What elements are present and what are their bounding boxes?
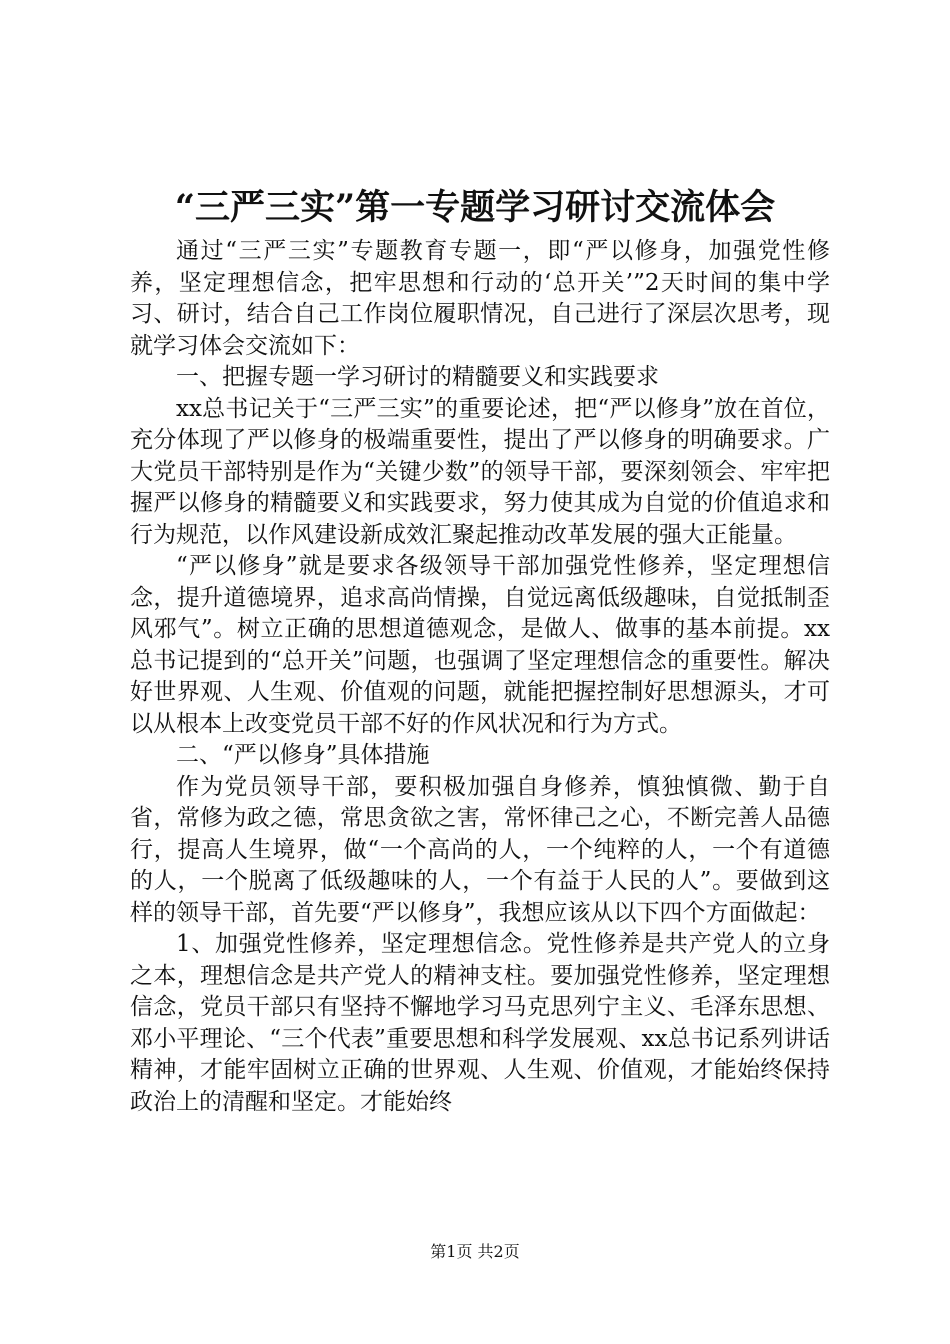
paragraph-2: “严以修身”就是要求各级领导干部加强党性修养，坚定理想信念，提升道德境界，追求高尚情操，自觉远离低级趣味，自觉抵制歪风邪气”。树立正确的思想道德观念，是做人、做事的基本前提。xx总书记提到的“总开关”问题，也强调了坚定理想信念的重要性。解决好世界观、人生观、价值观的问题，就能把握控制好思想源头，才可以从根本上改变党员干部不好的作风状况和行为方式。 <box>130 553 830 737</box>
document-title: “三严三实”第一专题学习研讨交流体会 <box>174 187 776 228</box>
document-body <box>130 236 830 1118</box>
page-number: 第1页 共2页 <box>430 1242 520 1261</box>
paragraph-4: 1、加强党性修养，坚定理想信念。党性修养是共产党人的立身之本，理想信念是共产党人的精神支柱。要加强党性修养，坚定理想信念，党员干部只有坚持不懈地学习马克思列宁主义、毛泽东思想、邓小平理论、“三个代表”重要思想和科学发展观、xx总书记系列讲话精神，才能牢固树立正确的世界观、人生观、价值观，才能始终保持政治上的清醒和坚定。才能始终 <box>130 931 830 1115</box>
section-heading-2: 二、“严以修身”具体措施 <box>176 742 430 768</box>
paragraph-intro: 通过“三严三实”专题教育专题一，即“严以修身，加强党性修养，坚定理想信念，把牢思想和行动的‘总开关’”2天时间的集中学习、研讨，结合自己工作岗位履职情况，自己进行了深层次思考，现就学习体会交流如下： <box>130 238 830 359</box>
section-heading-1: 一、把握专题一学习研讨的精髓要义和实践要求 <box>176 364 659 390</box>
paragraph-3: 作为党员领导干部，要积极加强自身修养，慎独慎微、勤于自省，常修为政之德，常思贪欲之害，常怀律己之心，不断完善人品德行，提高人生境界，做“一个高尚的人，一个纯粹的人，一个有道德的人，一个脱离了低级趣味的人，一个有益于人民的人”。要做到这样的领导干部，首先要“严以修身”，我想应该从以下四个方面做起： <box>130 773 830 926</box>
paragraph-1: xx总书记关于“三严三实”的重要论述，把“严以修身”放在首位，充分体现了严以修身的极端重要性，提出了严以修身的明确要求。广大党员干部特别是作为“关键少数”的领导干部，要深刻领会、牢牢把握严以修身的精髓要义和实践要求，努力使其成为自觉的价值追求和行为规范，以作风建设新成效汇聚起推动改革发展的强大正能量。 <box>130 395 830 548</box>
